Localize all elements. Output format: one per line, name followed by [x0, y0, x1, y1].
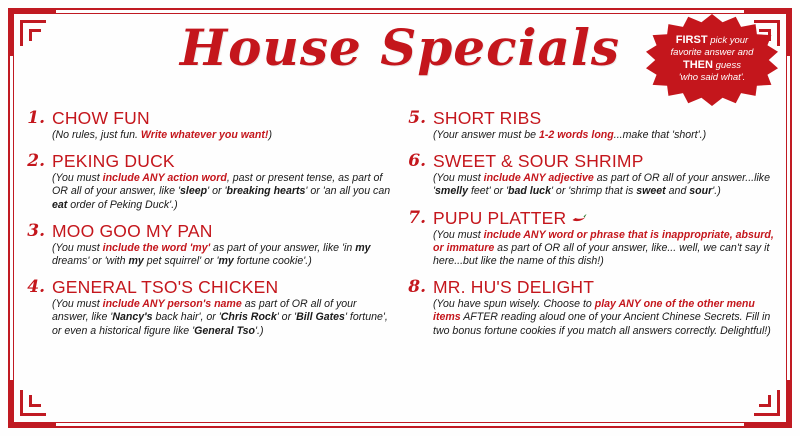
menu-item-number: 6. [408, 151, 426, 172]
menu-item-name [52, 151, 393, 171]
menu-item [26, 151, 393, 212]
menu-column-right [407, 108, 774, 410]
instruction-badge [646, 14, 778, 106]
menu-item-name-text: MOO GOO MY PAN [52, 220, 213, 241]
menu-item-name [52, 108, 393, 128]
menu-item-name [52, 221, 393, 241]
badge-line1-bold: FIRST [675, 34, 708, 46]
menu-columns [26, 108, 774, 410]
menu-item-description: (You must include ANY adjective as part of OR all of your answer...like 'smelly feet' or 'bad luck' or 'shrimp that is sweet and sour'.) [433, 172, 770, 198]
menu-item-description: (You must include ANY action word, past or present tense, as part of OR all of your answer, like 'sleep' or 'breaking hearts' or 'an all you can eat order of Peking Duck'.) [52, 172, 391, 211]
instruction-badge-text [662, 34, 762, 84]
menu-item-number: 5. [408, 108, 426, 128]
menu-item-name [433, 208, 774, 228]
menu-item-name-text: PEKING DUCK [52, 151, 175, 172]
menu-item-number: 2. [27, 151, 45, 172]
menu-item-name [52, 277, 393, 297]
menu-item-description: (You have spun wisely. Choose to play ANY one of the other menu items AFTER reading aloud one of your Ancient Chinese Secrets. Fill in two bonus fortune cookies if you match all answers correctly. Delightful!) [433, 298, 771, 337]
menu-item-description: (Your answer must be 1-2 words long...make that 'short'.) [433, 129, 707, 141]
menu-item-name [433, 108, 774, 128]
menu-item-description: (You must include the word 'my' as part of your answer, like 'in my dreams' or 'with my pet squirrel' or 'my fortune cookie'.) [52, 241, 371, 268]
menu-item-body [433, 208, 774, 269]
menu-item-number: 7. [408, 207, 426, 228]
menu-item-body [52, 221, 393, 268]
badge-line1-rest: pick your [710, 35, 749, 46]
badge-line4: 'who said what'. [678, 72, 746, 83]
menu-item-name [433, 277, 774, 297]
menu-item-body [52, 151, 393, 212]
menu-item-name-text: PUPU PLATTER [433, 207, 567, 228]
badge-line3-rest: guess [715, 60, 741, 71]
menu-item-name [433, 151, 774, 171]
menu-item-name-text: CHOW FUN [52, 108, 150, 128]
menu-item-description: (No rules, just fun. Write whatever you want!) [52, 129, 272, 141]
menu-item-name-text: SWEET & SOUR SHRIMP [433, 151, 644, 172]
chili-pepper-icon [571, 213, 587, 222]
menu-item-number: 1. [27, 108, 45, 128]
menu-item-number: 8. [408, 277, 426, 298]
menu-item [407, 151, 774, 198]
menu-item-body [433, 277, 774, 338]
menu-item [26, 108, 393, 142]
menu-item-body [52, 277, 393, 338]
menu-item [26, 221, 393, 268]
menu-item [407, 108, 774, 142]
menu-item-description: (You must include ANY person's name as part of OR all of your answer, like 'Nancy's back hair', or 'Chris Rock' or 'Bill Gates' fortune', or even a historical figure like 'General Tso'.) [52, 298, 388, 337]
badge-line2: favorite answer and [670, 47, 754, 58]
menu-item-description: (You must include ANY word or phrase that is inappropriate, absurd, or immature as part of OR all of your answer, like... well, we can't say it here...but like the name of this dish!) [433, 228, 774, 268]
menu-item-name-text: SHORT RIBS [433, 108, 542, 128]
menu-item [26, 277, 393, 338]
menu-item-body [433, 108, 774, 142]
page-title: House Specials [179, 18, 621, 77]
badge-line3-bold: THEN [683, 59, 713, 71]
menu-item-body [433, 151, 774, 198]
menu-item-body [52, 108, 393, 142]
menu-item-name-text: MR. HU'S DELIGHT [433, 277, 595, 298]
menu-item-name-text: GENERAL TSO'S CHICKEN [52, 277, 279, 298]
menu-item-number: 3. [27, 220, 45, 241]
menu-item [407, 277, 774, 338]
menu-item [407, 208, 774, 269]
menu-item-number: 4. [27, 277, 45, 298]
menu-column-left [26, 108, 393, 410]
